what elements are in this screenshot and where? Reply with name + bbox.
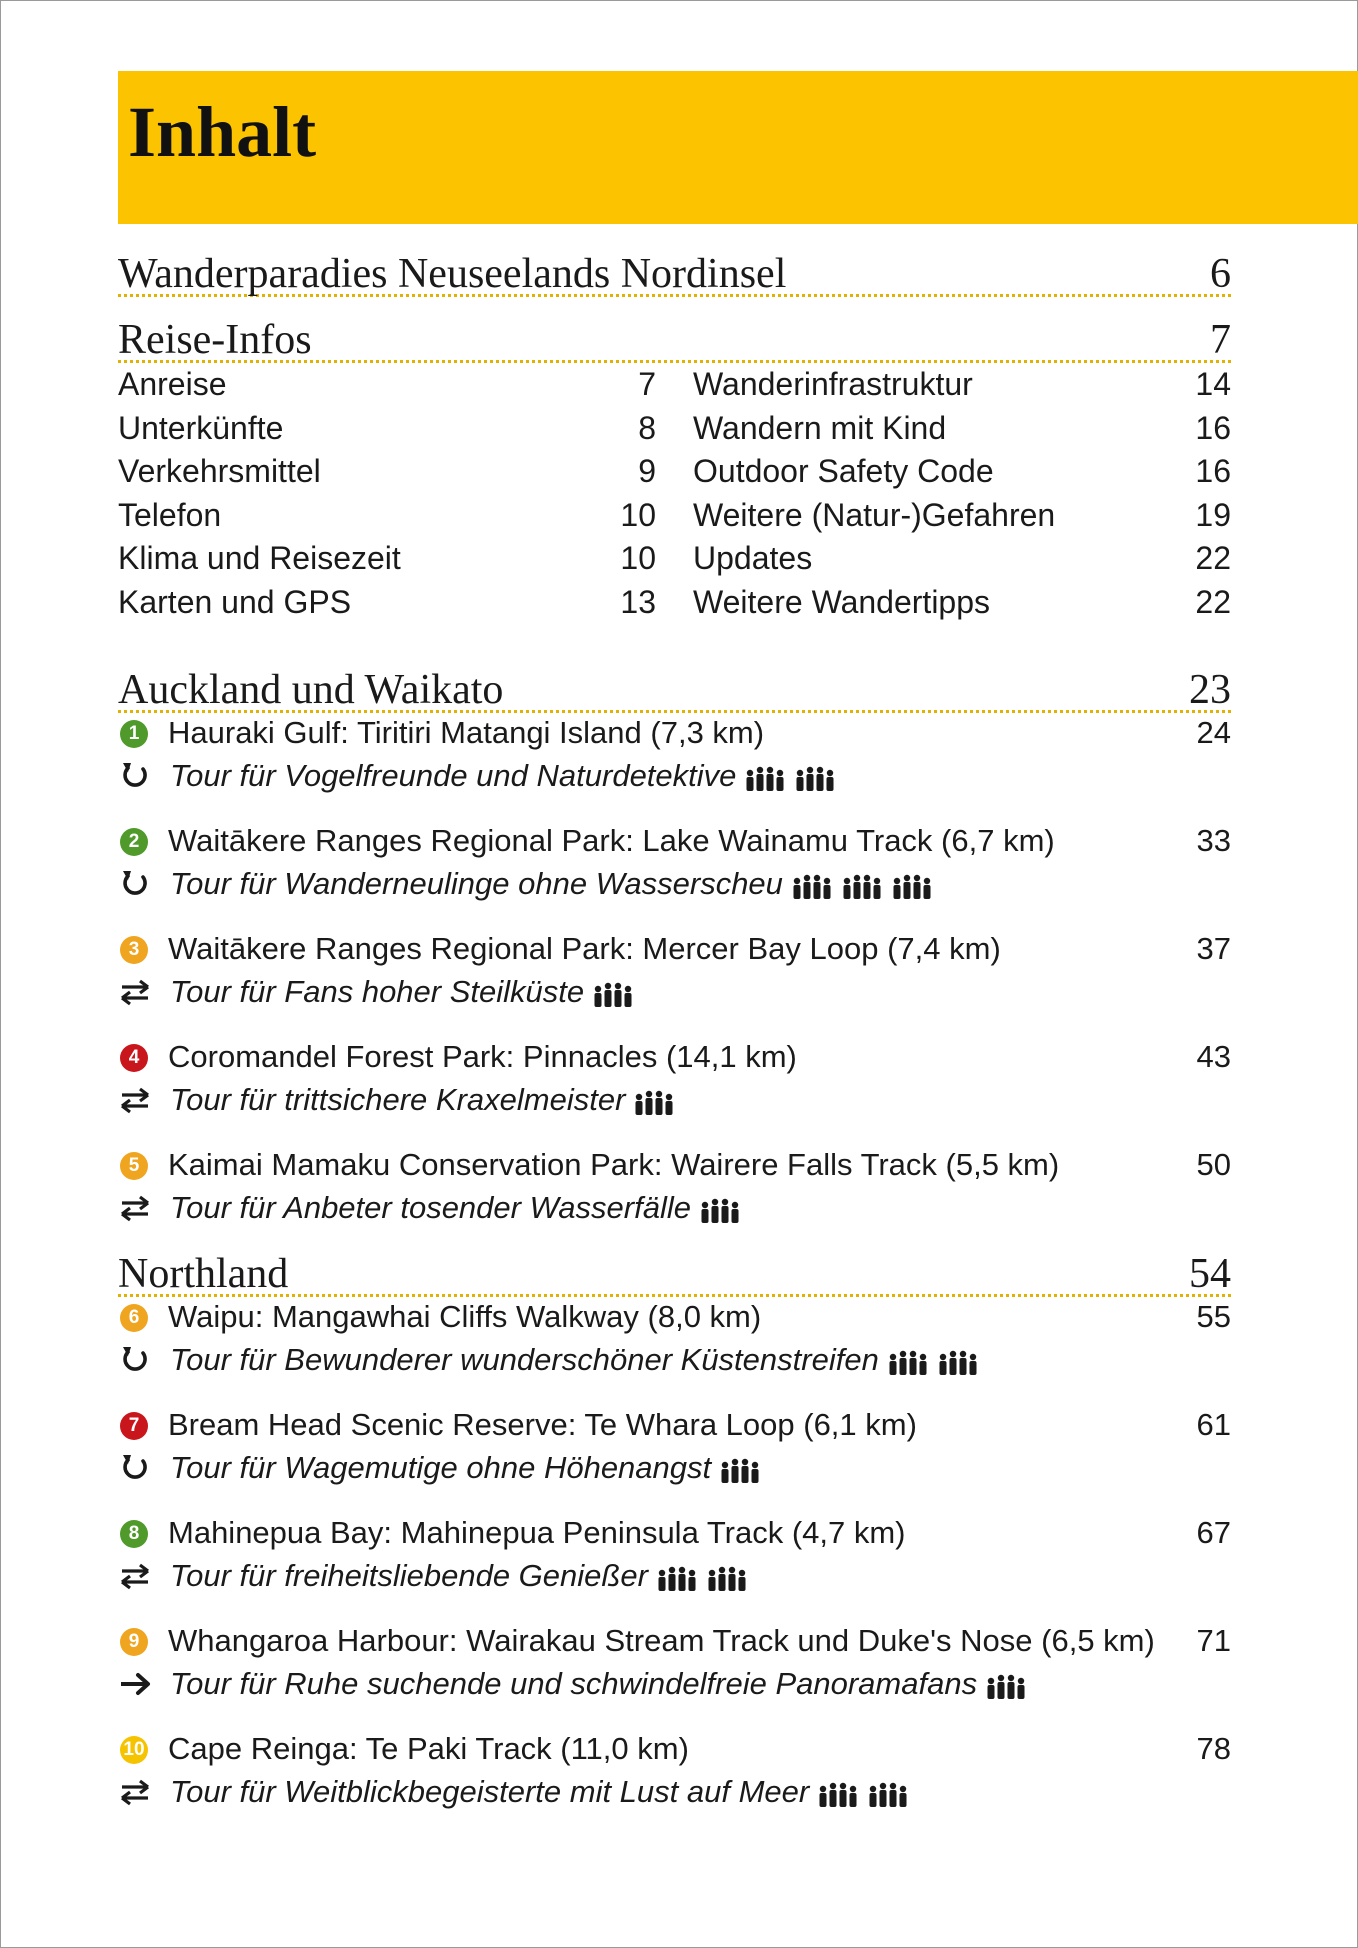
section-reise-infos: [118, 314, 1231, 633]
info-item[interactable]: [693, 451, 1231, 491]
tour-number-badge: 4: [120, 1044, 148, 1072]
section-title: Auckland und Waikato: [118, 667, 504, 713]
tour-subtitle: [170, 1447, 761, 1489]
tour-number-badge: 9: [120, 1628, 148, 1656]
section-head[interactable]: [118, 314, 1231, 363]
page-title: Inhalt: [128, 92, 317, 172]
tour-number-badge: 7: [120, 1412, 148, 1440]
difficulty-rating: [987, 1670, 1027, 1698]
info-label: Anreise: [118, 366, 227, 402]
tour-line: [118, 1555, 1231, 1597]
tour-page-number: 71: [1196, 1623, 1231, 1658]
info-label: Verkehrsmittel: [118, 453, 321, 489]
tour-page-number: 50: [1196, 1147, 1231, 1182]
info-page: 16: [1195, 453, 1231, 489]
tour-line: [118, 1663, 1231, 1705]
tour-title: Kaimai Mamaku Conservation Park: Wairere Falls Track (5,5 km): [168, 1147, 1060, 1182]
tour-page-number: 55: [1196, 1299, 1231, 1334]
tour-title: Waitākere Ranges Regional Park: Mercer Bay Loop (7,4 km): [168, 931, 1001, 966]
difficulty-icon: [893, 870, 933, 898]
loop-icon: [118, 868, 152, 900]
difficulty-rating: [701, 1194, 741, 1222]
tour-subtitle-text: Tour für Wanderneulinge ohne Wasserscheu: [170, 866, 783, 901]
section-page-number: 54: [1189, 1251, 1231, 1297]
tour-page-number: 78: [1196, 1731, 1231, 1766]
tour-entry[interactable]: [118, 820, 1231, 912]
tour-line: [118, 1144, 1231, 1186]
difficulty-rating: [819, 1778, 909, 1806]
difficulty-icon: [819, 1778, 859, 1806]
difficulty-icon: [746, 762, 786, 790]
info-page: 22: [1195, 584, 1231, 620]
tour-subtitle-text: Tour für Anbeter tosender Wasserfälle: [170, 1190, 691, 1225]
tour-line: [118, 712, 1231, 754]
tour-title: Mahinepua Bay: Mahinepua Peninsula Track (4,7 km): [168, 1515, 906, 1550]
info-item[interactable]: [118, 364, 656, 404]
info-item[interactable]: [693, 582, 1231, 622]
info-item[interactable]: [118, 451, 656, 491]
tour-subtitle: [170, 1339, 979, 1381]
info-page: 8: [638, 410, 656, 446]
tour-number-badge: 10: [120, 1736, 148, 1764]
tour-subtitle: [170, 1079, 675, 1121]
info-label: Outdoor Safety Code: [693, 453, 994, 489]
out-and-back-icon: [118, 1084, 152, 1116]
info-page: 10: [620, 497, 656, 533]
tour-entry[interactable]: [118, 1728, 1231, 1820]
tour-subtitle: [170, 1771, 909, 1813]
difficulty-icon: [939, 1346, 979, 1374]
tour-line: [118, 1404, 1231, 1446]
difficulty-icon: [869, 1778, 909, 1806]
tour-line: [118, 1079, 1231, 1121]
tour-page-number: 61: [1196, 1407, 1231, 1442]
difficulty-rating: [746, 762, 836, 790]
difficulty-icon: [796, 762, 836, 790]
tour-entry[interactable]: [118, 1296, 1231, 1388]
tour-title: Coromandel Forest Park: Pinnacles (14,1 km): [168, 1039, 797, 1074]
tour-number-badge: 6: [120, 1304, 148, 1332]
info-page: 7: [638, 366, 656, 402]
tour-line: [118, 755, 1231, 797]
section-page-number: 23: [1189, 667, 1231, 713]
tour-page-number: 33: [1196, 823, 1231, 858]
info-page: 9: [638, 453, 656, 489]
difficulty-icon: [658, 1562, 698, 1590]
info-item[interactable]: [118, 538, 656, 578]
tour-line: [118, 820, 1231, 862]
section-title: Reise-Infos: [118, 317, 312, 363]
tour-line: [118, 928, 1231, 970]
section-page-number: 6: [1210, 251, 1231, 297]
tour-number-badge: 2: [120, 828, 148, 856]
tour-title: Cape Reinga: Te Paki Track (11,0 km): [168, 1731, 689, 1766]
section-auckland-waikato: [118, 664, 1231, 713]
info-grid: [118, 363, 1231, 633]
tour-title: Waitākere Ranges Regional Park: Lake Wainamu Track (6,7 km): [168, 823, 1055, 858]
tour-number-badge: 8: [120, 1520, 148, 1548]
tour-subtitle-text: Tour für Ruhe suchende und schwindelfreie Panoramafans: [170, 1666, 978, 1701]
info-label: Wanderinfrastruktur: [693, 366, 973, 402]
info-item[interactable]: [693, 495, 1231, 535]
tour-page-number: 24: [1196, 715, 1231, 750]
tour-number-badge: 1: [120, 720, 148, 748]
loop-icon: [118, 760, 152, 792]
difficulty-icon: [889, 1346, 929, 1374]
info-label: Klima und Reisezeit: [118, 540, 401, 576]
difficulty-rating: [594, 978, 634, 1006]
difficulty-icon: [843, 870, 883, 898]
info-label: Karten und GPS: [118, 584, 352, 620]
tour-line: [118, 1187, 1231, 1229]
tour-subtitle: [170, 863, 933, 905]
info-item[interactable]: [118, 408, 656, 448]
info-label: Wandern mit Kind: [693, 410, 947, 446]
tour-entry[interactable]: [118, 1144, 1231, 1236]
tour-subtitle: [170, 1187, 741, 1229]
info-page: 10: [620, 540, 656, 576]
loop-icon: [118, 1452, 152, 1484]
tour-entry[interactable]: [118, 1620, 1231, 1712]
out-and-back-icon: [118, 1560, 152, 1592]
info-item[interactable]: [693, 408, 1231, 448]
difficulty-icon: [701, 1194, 741, 1222]
tour-subtitle: [170, 1555, 748, 1597]
tour-line: [118, 1771, 1231, 1813]
tour-subtitle-text: Tour für Wagemutige ohne Höhenangst: [170, 1450, 712, 1485]
tour-subtitle: [170, 971, 634, 1013]
tour-entry[interactable]: [118, 1036, 1231, 1128]
section-intro[interactable]: [118, 248, 1231, 297]
tour-subtitle-text: Tour für Weitblickbegeisterte mit Lust auf Meer: [170, 1774, 810, 1809]
tour-title: Bream Head Scenic Reserve: Te Whara Loop (6,1 km): [168, 1407, 917, 1442]
tour-subtitle-text: Tour für freiheitsliebende Genießer: [170, 1558, 648, 1593]
tour-entry[interactable]: [118, 928, 1231, 1020]
info-label: Weitere Wandertipps: [693, 584, 991, 620]
difficulty-icon: [793, 870, 833, 898]
tour-entry[interactable]: [118, 1512, 1231, 1604]
difficulty-icon: [721, 1454, 761, 1482]
one-way-icon: [118, 1668, 152, 1700]
tour-page-number: 43: [1196, 1039, 1231, 1074]
info-label: Unterkünfte: [118, 410, 284, 446]
tour-line: [118, 863, 1231, 905]
tour-entry[interactable]: [118, 1404, 1231, 1496]
info-page: 16: [1195, 410, 1231, 446]
tour-page-number: 37: [1196, 931, 1231, 966]
difficulty-rating: [635, 1086, 675, 1114]
tour-line: [118, 1728, 1231, 1770]
info-item[interactable]: [118, 495, 656, 535]
info-page: 13: [620, 584, 656, 620]
difficulty-rating: [658, 1562, 748, 1590]
info-item[interactable]: [693, 538, 1231, 578]
difficulty-icon: [708, 1562, 748, 1590]
difficulty-icon: [987, 1670, 1027, 1698]
tour-subtitle-text: Tour für Fans hoher Steilküste: [170, 974, 585, 1009]
section-title: Wanderparadies Neuseelands Nordinsel: [118, 251, 787, 297]
section-page-number: 7: [1210, 317, 1231, 363]
tour-subtitle: [170, 1663, 1027, 1705]
info-page: 14: [1195, 366, 1231, 402]
out-and-back-icon: [118, 1192, 152, 1224]
info-label: Weitere (Natur-)Gefahren: [693, 497, 1056, 533]
tour-number-badge: 3: [120, 936, 148, 964]
section-head[interactable]: [118, 1248, 1231, 1297]
tour-line: [118, 1339, 1231, 1381]
section-head: [118, 248, 1231, 297]
tour-line: [118, 1620, 1231, 1662]
difficulty-icon: [635, 1086, 675, 1114]
tour-title: Hauraki Gulf: Tiritiri Matangi Island (7,3 km): [168, 715, 765, 750]
difficulty-icon: [594, 978, 634, 1006]
section-northland: [118, 1248, 1231, 1297]
tour-number-badge: 5: [120, 1152, 148, 1180]
difficulty-rating: [889, 1346, 979, 1374]
info-page: 22: [1195, 540, 1231, 576]
tour-line: [118, 1512, 1231, 1554]
info-page: 19: [1195, 497, 1231, 533]
out-and-back-icon: [118, 1776, 152, 1808]
tour-line: [118, 1447, 1231, 1489]
info-label: Updates: [693, 540, 813, 576]
loop-icon: [118, 1344, 152, 1376]
tour-entry[interactable]: [118, 712, 1231, 804]
tour-subtitle: [170, 755, 836, 797]
tour-subtitle-text: Tour für Vogelfreunde und Naturdetektive: [170, 758, 737, 793]
difficulty-rating: [793, 870, 933, 898]
tour-line: [118, 971, 1231, 1013]
section-head[interactable]: [118, 664, 1231, 713]
tour-title: Whangaroa Harbour: Wairakau Stream Track und Duke's Nose (6,5 km): [168, 1623, 1155, 1658]
tour-page-number: 67: [1196, 1515, 1231, 1550]
difficulty-rating: [721, 1454, 761, 1482]
out-and-back-icon: [118, 976, 152, 1008]
section-title: Northland: [118, 1251, 289, 1297]
info-item[interactable]: [693, 364, 1231, 404]
tour-line: [118, 1036, 1231, 1078]
info-label: Telefon: [118, 497, 222, 533]
info-item[interactable]: [118, 582, 656, 622]
tour-line: [118, 1296, 1231, 1338]
tour-title: Waipu: Mangawhai Cliffs Walkway (8,0 km): [168, 1299, 762, 1334]
tour-subtitle-text: Tour für Bewunderer wunderschöner Küstenstreifen: [170, 1342, 879, 1377]
tour-subtitle-text: Tour für trittsichere Kraxelmeister: [170, 1082, 626, 1117]
